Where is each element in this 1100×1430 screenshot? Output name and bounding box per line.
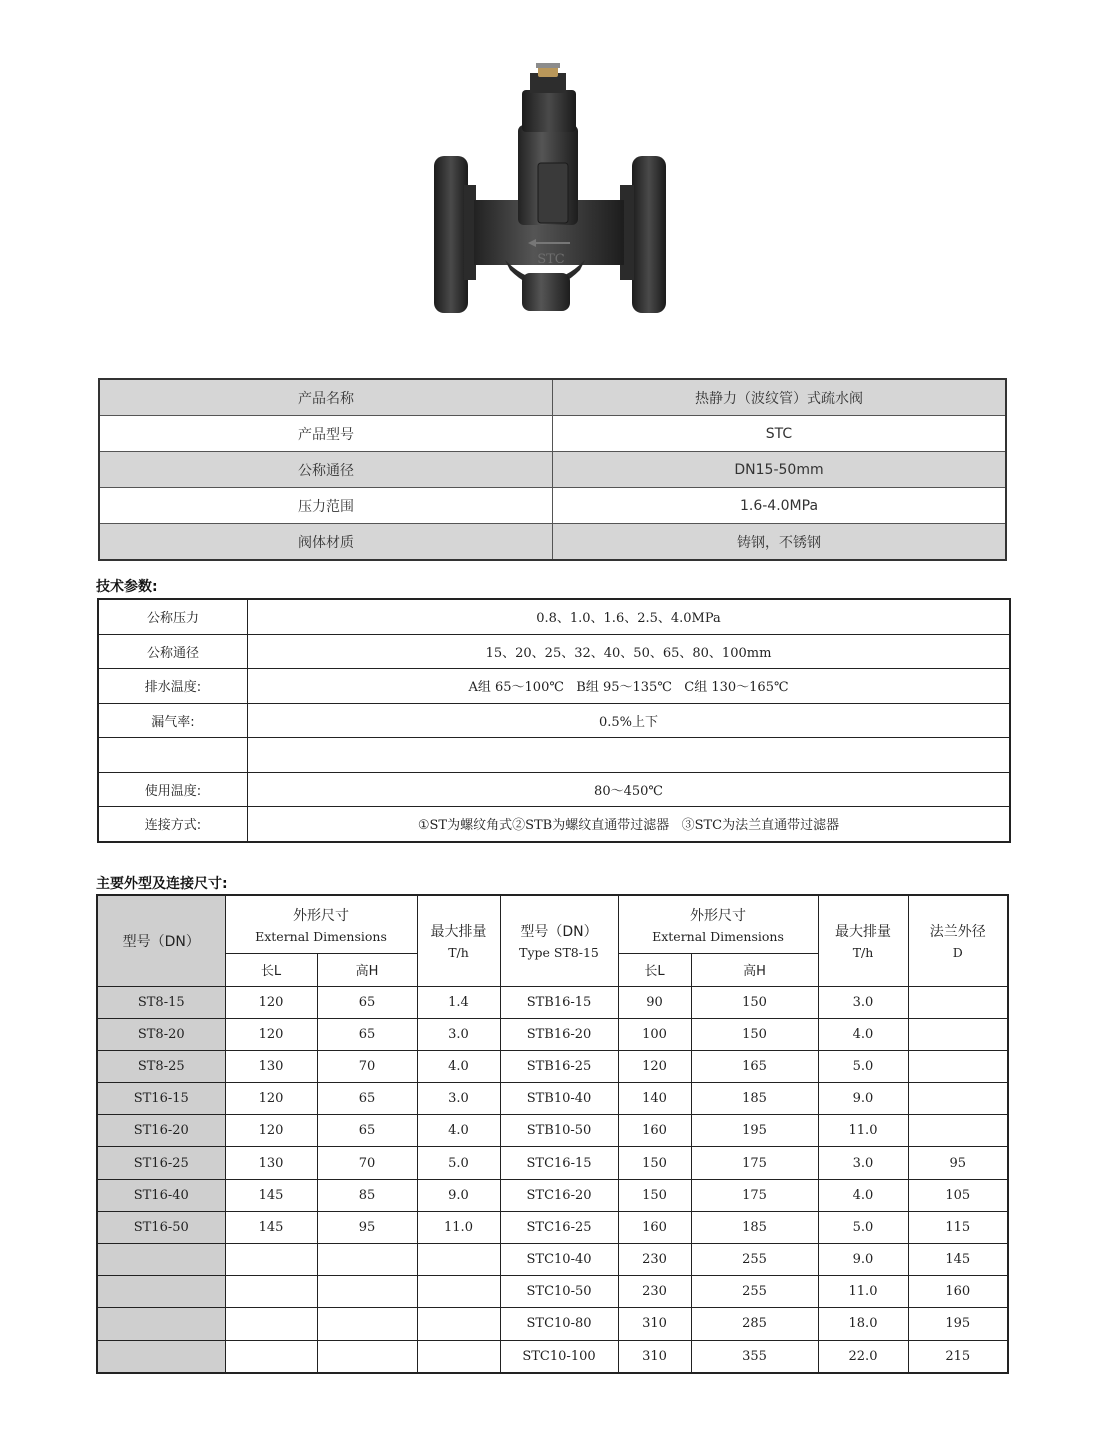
cell-length-left: 130: [225, 1050, 317, 1082]
info-label: 公称通径: [99, 452, 553, 488]
cell-flange-diameter: [908, 1083, 1008, 1115]
cell-height-right: 185: [691, 1083, 818, 1115]
cell-flange-diameter: 105: [908, 1179, 1008, 1211]
cell-height-right: 175: [691, 1147, 818, 1179]
spec-label: [98, 738, 248, 773]
dims-row: [97, 1308, 1008, 1340]
spec-value: [248, 738, 1011, 773]
cell-max-left: [417, 1244, 500, 1276]
cell-model-right: STC16-20: [500, 1179, 618, 1211]
cell-height-left: 95: [317, 1211, 417, 1243]
cell-length-right: 230: [618, 1276, 691, 1308]
product-marking-text: STC: [537, 252, 565, 267]
header-length-left: 长L: [225, 953, 317, 986]
info-label: 产品型号: [99, 416, 553, 452]
cell-model-left: ST8-20: [97, 1018, 225, 1050]
cell-length-left: [225, 1244, 317, 1276]
cell-length-right: 120: [618, 1050, 691, 1082]
cell-max-right: 4.0: [818, 1018, 908, 1050]
info-value: STC: [553, 416, 1007, 452]
spec-label: 使用温度:: [98, 772, 248, 807]
cell-length-right: 230: [618, 1244, 691, 1276]
spec-value: 15、20、25、32、40、50、65、80、100mm: [248, 634, 1011, 669]
cell-height-right: 175: [691, 1179, 818, 1211]
cell-max-left: 1.4: [417, 986, 500, 1018]
cell-flange-diameter: [908, 1018, 1008, 1050]
cell-max-left: 4.0: [417, 1050, 500, 1082]
cell-model-left: ST8-25: [97, 1050, 225, 1082]
dims-row: [97, 1340, 1008, 1373]
cell-model-left: ST8-15: [97, 986, 225, 1018]
spec-label: 漏气率:: [98, 703, 248, 738]
cell-length-left: 145: [225, 1211, 317, 1243]
cell-model-right: STC16-25: [500, 1211, 618, 1243]
info-value: DN15-50mm: [553, 452, 1007, 488]
cell-model-left: [97, 1340, 225, 1373]
cell-model-right: STB10-50: [500, 1115, 618, 1147]
cell-length-left: [225, 1276, 317, 1308]
cell-length-right: 90: [618, 986, 691, 1018]
dimensions-table: [96, 894, 1009, 1374]
cell-max-right: 11.0: [818, 1115, 908, 1147]
cell-height-left: 85: [317, 1179, 417, 1211]
cell-length-left: 120: [225, 1115, 317, 1147]
cell-max-left: 3.0: [417, 1018, 500, 1050]
info-row: [99, 524, 1006, 561]
cell-max-right: 3.0: [818, 1147, 908, 1179]
cell-max-left: 5.0: [417, 1147, 500, 1179]
cell-length-right: 150: [618, 1179, 691, 1211]
cell-flange-diameter: 160: [908, 1276, 1008, 1308]
cell-height-left: 70: [317, 1050, 417, 1082]
header-model-right: 型号（DN） Type ST8-15: [500, 895, 618, 986]
cell-height-right: 185: [691, 1211, 818, 1243]
dims-row: [97, 1276, 1008, 1308]
cell-height-left: [317, 1276, 417, 1308]
cell-length-left: 145: [225, 1179, 317, 1211]
cell-length-left: 120: [225, 986, 317, 1018]
spec-row: [98, 703, 1010, 738]
cell-length-right: 310: [618, 1308, 691, 1340]
dims-row: [97, 1179, 1008, 1211]
cell-model-left: ST16-50: [97, 1211, 225, 1243]
cell-model-left: ST16-40: [97, 1179, 225, 1211]
cell-length-left: [225, 1340, 317, 1373]
cell-max-right: 22.0: [818, 1340, 908, 1373]
header-ext-left: 外形尺寸 External Dimensions: [225, 895, 417, 953]
cell-length-right: 160: [618, 1211, 691, 1243]
cell-model-right: STB16-15: [500, 986, 618, 1018]
cell-height-right: 355: [691, 1340, 818, 1373]
cell-length-right: 310: [618, 1340, 691, 1373]
info-row: [99, 379, 1006, 416]
cell-length-right: 150: [618, 1147, 691, 1179]
cell-height-right: 255: [691, 1244, 818, 1276]
cell-height-left: 70: [317, 1147, 417, 1179]
info-value: 铸钢，不锈钢: [553, 524, 1007, 561]
cell-length-left: 130: [225, 1147, 317, 1179]
cell-model-right: STB10-40: [500, 1083, 618, 1115]
spec-label: 连接方式:: [98, 807, 248, 842]
cell-model-right: STC16-15: [500, 1147, 618, 1179]
spec-row: [98, 738, 1010, 773]
cell-model-left: ST16-25: [97, 1147, 225, 1179]
header-max-right: 最大排量 T/h: [818, 895, 908, 986]
cell-flange-diameter: 215: [908, 1340, 1008, 1373]
header-max-left: 最大排量 T/h: [417, 895, 500, 986]
cell-model-right: STB16-20: [500, 1018, 618, 1050]
cell-length-right: 160: [618, 1115, 691, 1147]
cell-model-left: [97, 1308, 225, 1340]
spec-label: 公称通径: [98, 634, 248, 669]
dims-row: [97, 1018, 1008, 1050]
spec-label: 公称压力: [98, 599, 248, 634]
cell-flange-diameter: 115: [908, 1211, 1008, 1243]
header-length-right: 长L: [618, 953, 691, 986]
dims-row: [97, 1244, 1008, 1276]
cell-flange-diameter: 145: [908, 1244, 1008, 1276]
cell-model-right: STC10-40: [500, 1244, 618, 1276]
product-photo: [420, 55, 670, 320]
spec-section-title: 技术参数:: [96, 579, 158, 595]
dims-row: [97, 986, 1008, 1018]
dims-section-title: 主要外型及连接尺寸:: [96, 876, 228, 892]
dims-row: [97, 1115, 1008, 1147]
cell-height-right: 255: [691, 1276, 818, 1308]
cell-max-right: 9.0: [818, 1244, 908, 1276]
spec-row: [98, 669, 1010, 704]
dims-row: [97, 1083, 1008, 1115]
info-row: [99, 488, 1006, 524]
cell-model-right: STB16-25: [500, 1050, 618, 1082]
cell-max-right: 3.0: [818, 986, 908, 1018]
cell-length-left: [225, 1308, 317, 1340]
cell-model-left: [97, 1244, 225, 1276]
spec-value: A组 65～100℃ B组 95～135℃ C组 130～165℃: [248, 669, 1011, 704]
cell-length-right: 140: [618, 1083, 691, 1115]
info-label: 产品名称: [99, 379, 553, 416]
cell-height-right: 150: [691, 986, 818, 1018]
cell-height-right: 285: [691, 1308, 818, 1340]
cell-flange-diameter: [908, 1050, 1008, 1082]
cell-height-left: 65: [317, 1018, 417, 1050]
info-value: 热静力（波纹管）式疏水阀: [553, 379, 1007, 416]
header-height-left: 高H: [317, 953, 417, 986]
dims-row: [97, 1147, 1008, 1179]
cell-length-right: 100: [618, 1018, 691, 1050]
cell-max-right: 5.0: [818, 1050, 908, 1082]
spec-value: 0.8、1.0、1.6、2.5、4.0MPa: [248, 599, 1011, 634]
info-label: 压力范围: [99, 488, 553, 524]
cell-height-right: 150: [691, 1018, 818, 1050]
product-info-table: [98, 378, 1007, 561]
cell-height-left: 65: [317, 986, 417, 1018]
spec-table: [97, 598, 1011, 843]
spec-value: ①ST为螺纹角式②STB为螺纹直通带过滤器 ③STC为法兰直通带过滤器: [248, 807, 1011, 842]
cell-length-left: 120: [225, 1018, 317, 1050]
dims-row: [97, 1050, 1008, 1082]
cell-max-right: 5.0: [818, 1211, 908, 1243]
cell-height-right: 165: [691, 1050, 818, 1082]
header-ext-right: 外形尺寸 External Dimensions: [618, 895, 818, 953]
header-model-left: 型号（DN）: [97, 895, 225, 986]
cell-max-left: [417, 1340, 500, 1373]
cell-max-left: [417, 1276, 500, 1308]
cell-flange-diameter: [908, 1115, 1008, 1147]
cell-max-right: 18.0: [818, 1308, 908, 1340]
cell-height-left: [317, 1340, 417, 1373]
info-row: [99, 452, 1006, 488]
cell-height-left: [317, 1308, 417, 1340]
cell-height-left: 65: [317, 1083, 417, 1115]
cell-model-left: [97, 1276, 225, 1308]
cell-max-left: 3.0: [417, 1083, 500, 1115]
cell-max-left: 11.0: [417, 1211, 500, 1243]
header-flange: 法兰外径 D: [908, 895, 1008, 986]
spec-value: 80～450℃: [248, 772, 1011, 807]
spec-row: [98, 599, 1010, 634]
info-row: [99, 416, 1006, 452]
cell-length-left: 120: [225, 1083, 317, 1115]
info-value: 1.6-4.0MPa: [553, 488, 1007, 524]
cell-height-right: 195: [691, 1115, 818, 1147]
spec-label: 排水温度:: [98, 669, 248, 704]
cell-flange-diameter: [908, 986, 1008, 1018]
spec-row: [98, 772, 1010, 807]
cell-model-right: STC10-50: [500, 1276, 618, 1308]
dims-row: [97, 1211, 1008, 1243]
cell-flange-diameter: 195: [908, 1308, 1008, 1340]
info-label: 阀体材质: [99, 524, 553, 561]
header-height-right: 高H: [691, 953, 818, 986]
cell-max-right: 4.0: [818, 1179, 908, 1211]
cell-height-left: [317, 1244, 417, 1276]
cell-max-left: 9.0: [417, 1179, 500, 1211]
cell-height-left: 65: [317, 1115, 417, 1147]
cell-max-right: 9.0: [818, 1083, 908, 1115]
cell-max-left: [417, 1308, 500, 1340]
cell-model-left: ST16-20: [97, 1115, 225, 1147]
spec-row: [98, 807, 1010, 842]
cell-model-right: STC10-80: [500, 1308, 618, 1340]
spec-value: 0.5%上下: [248, 703, 1011, 738]
cell-flange-diameter: 95: [908, 1147, 1008, 1179]
cell-max-right: 11.0: [818, 1276, 908, 1308]
cell-model-right: STC10-100: [500, 1340, 618, 1373]
spec-row: [98, 634, 1010, 669]
cell-max-left: 4.0: [417, 1115, 500, 1147]
cell-model-left: ST16-15: [97, 1083, 225, 1115]
